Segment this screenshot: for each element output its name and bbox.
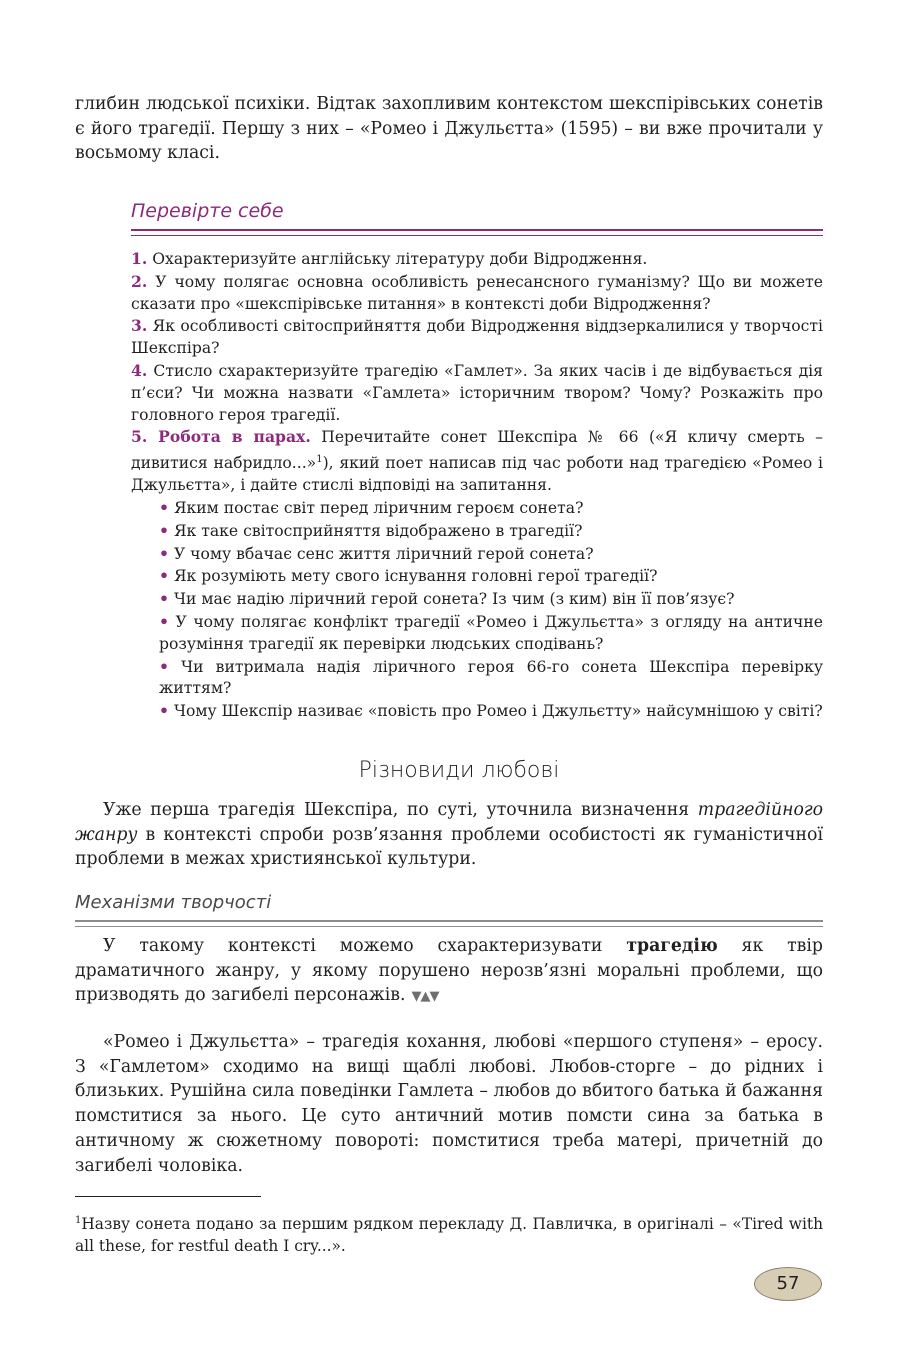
check-yourself-rule: [131, 229, 823, 236]
section-heading: Різновиди любові: [358, 758, 560, 783]
mechanisms-rule: [75, 920, 823, 927]
page-number: 57: [754, 1267, 822, 1301]
question-1: 1. Охарактеризуйте англійську літературу доби Відродження.: [131, 249, 648, 268]
question-4: 4. Стисло схарактеризуйте трагедію «Гамлет». За яких часів і де відбувається дія п’єси? Чи можна назвати «Гамлета» історичним твором? Чому? Розкажіть про головного героя трагедії.: [131, 360, 823, 424]
mechanisms-title: Механізми творчості: [75, 892, 272, 913]
final-paragraph: «Ромео і Джульєтта» – трагедія кохання, любові «першого ступеня» – еросу. З «Гамлетом» сходимо на вищі щаблі любові. Любов-сторге – до рідних і близьких. Рушійна сила поведінки Гамлета – любов до вбитого батька й бажання помститися за нього. Це суто античний мотив помсти сина за батька в античному ж сюжетному повороті: помститися треба матері, причетній до загибелі чоловіка.: [75, 1032, 823, 1176]
bullet-item: • Чи витримала надія ліричного героя 66-го сонета Шекспіра перевірку життям?: [159, 656, 824, 698]
triangle-marker-icon: ▼▲▼: [411, 989, 439, 1005]
section-paragraph: Уже перша трагедія Шекспіра, по суті, уточнила визначення трагедійного жанру в контексті спроби розв’язання проблеми особистості як гуманістичної проблеми в межах християнської культури.: [75, 800, 823, 870]
bullet-item: • Чому Шекспір називає «повість про Ромео і Джульєтту» найсумнішою у світі?: [159, 701, 823, 721]
question-2: 2. У чому полягає основна особливість ренесансного гуманізму? Що ви можете сказати про «шекспірівське питання» в контексті доби Відродження?: [131, 271, 823, 313]
question-5: 5. Робота в парах. Перечитайте сонет Шекспіра № 66 («Я кличу смерть – дивитися набридло...»$^1$), який поет написав під час роботи над трагедією «Ромео і Джульєтта», і дайте стислі відповіді на запитання.: [131, 427, 823, 495]
bullet-item: • Чи має надію ліричний герой сонета? Із чим (з ким) він її пов’язує?: [159, 589, 735, 609]
intro-paragraph: глибин людської психіки. Відтак захопливим контекстом шекспірівських сонетів є його трагедії. Першу з них – «Ромео і Джульєтта» (1595) – ви вже прочитали у восьмому класі.: [75, 94, 823, 164]
bullet-item: • У чому вбачає сенс життя ліричний герой сонета?: [159, 543, 594, 563]
mechanisms-paragraph: У такому контексті можемо схарактеризувати трагедію як твір драматичного жанру, у якому порушено нерозв’язні моральні проблеми, що призводять до загибелі персонажів. ▼▲▼: [75, 936, 823, 1006]
questions-block: [131, 248, 823, 723]
bullet-item: • Як розуміють мету свого існування головні герої трагедії?: [159, 566, 658, 586]
check-yourself-title: Перевірте себе: [131, 200, 284, 222]
footnote-separator: [75, 1196, 261, 1197]
bullet-item: • Яким постає світ перед ліричним героєм сонета?: [159, 497, 584, 517]
footnote: $^1$Назву сонета подано за першим рядком перекладу Д. Павличка, в оригіналі – «Tired with all these, for restful death I cry...».: [75, 1215, 823, 1256]
question-5-bullets: [131, 497, 823, 723]
question-3: 3. Як особливості світосприйняття доби Відродження віддзеркалилися у творчості Шекспіра?: [131, 316, 823, 358]
bullet-item: • У чому полягає конфлікт трагедії «Ромео і Джульєтта» з огляду на античне розуміння трагедії як перевірки людських сподівань?: [159, 611, 823, 653]
bullet-item: • Як таке світосприйняття відображено в трагедії?: [159, 520, 583, 540]
